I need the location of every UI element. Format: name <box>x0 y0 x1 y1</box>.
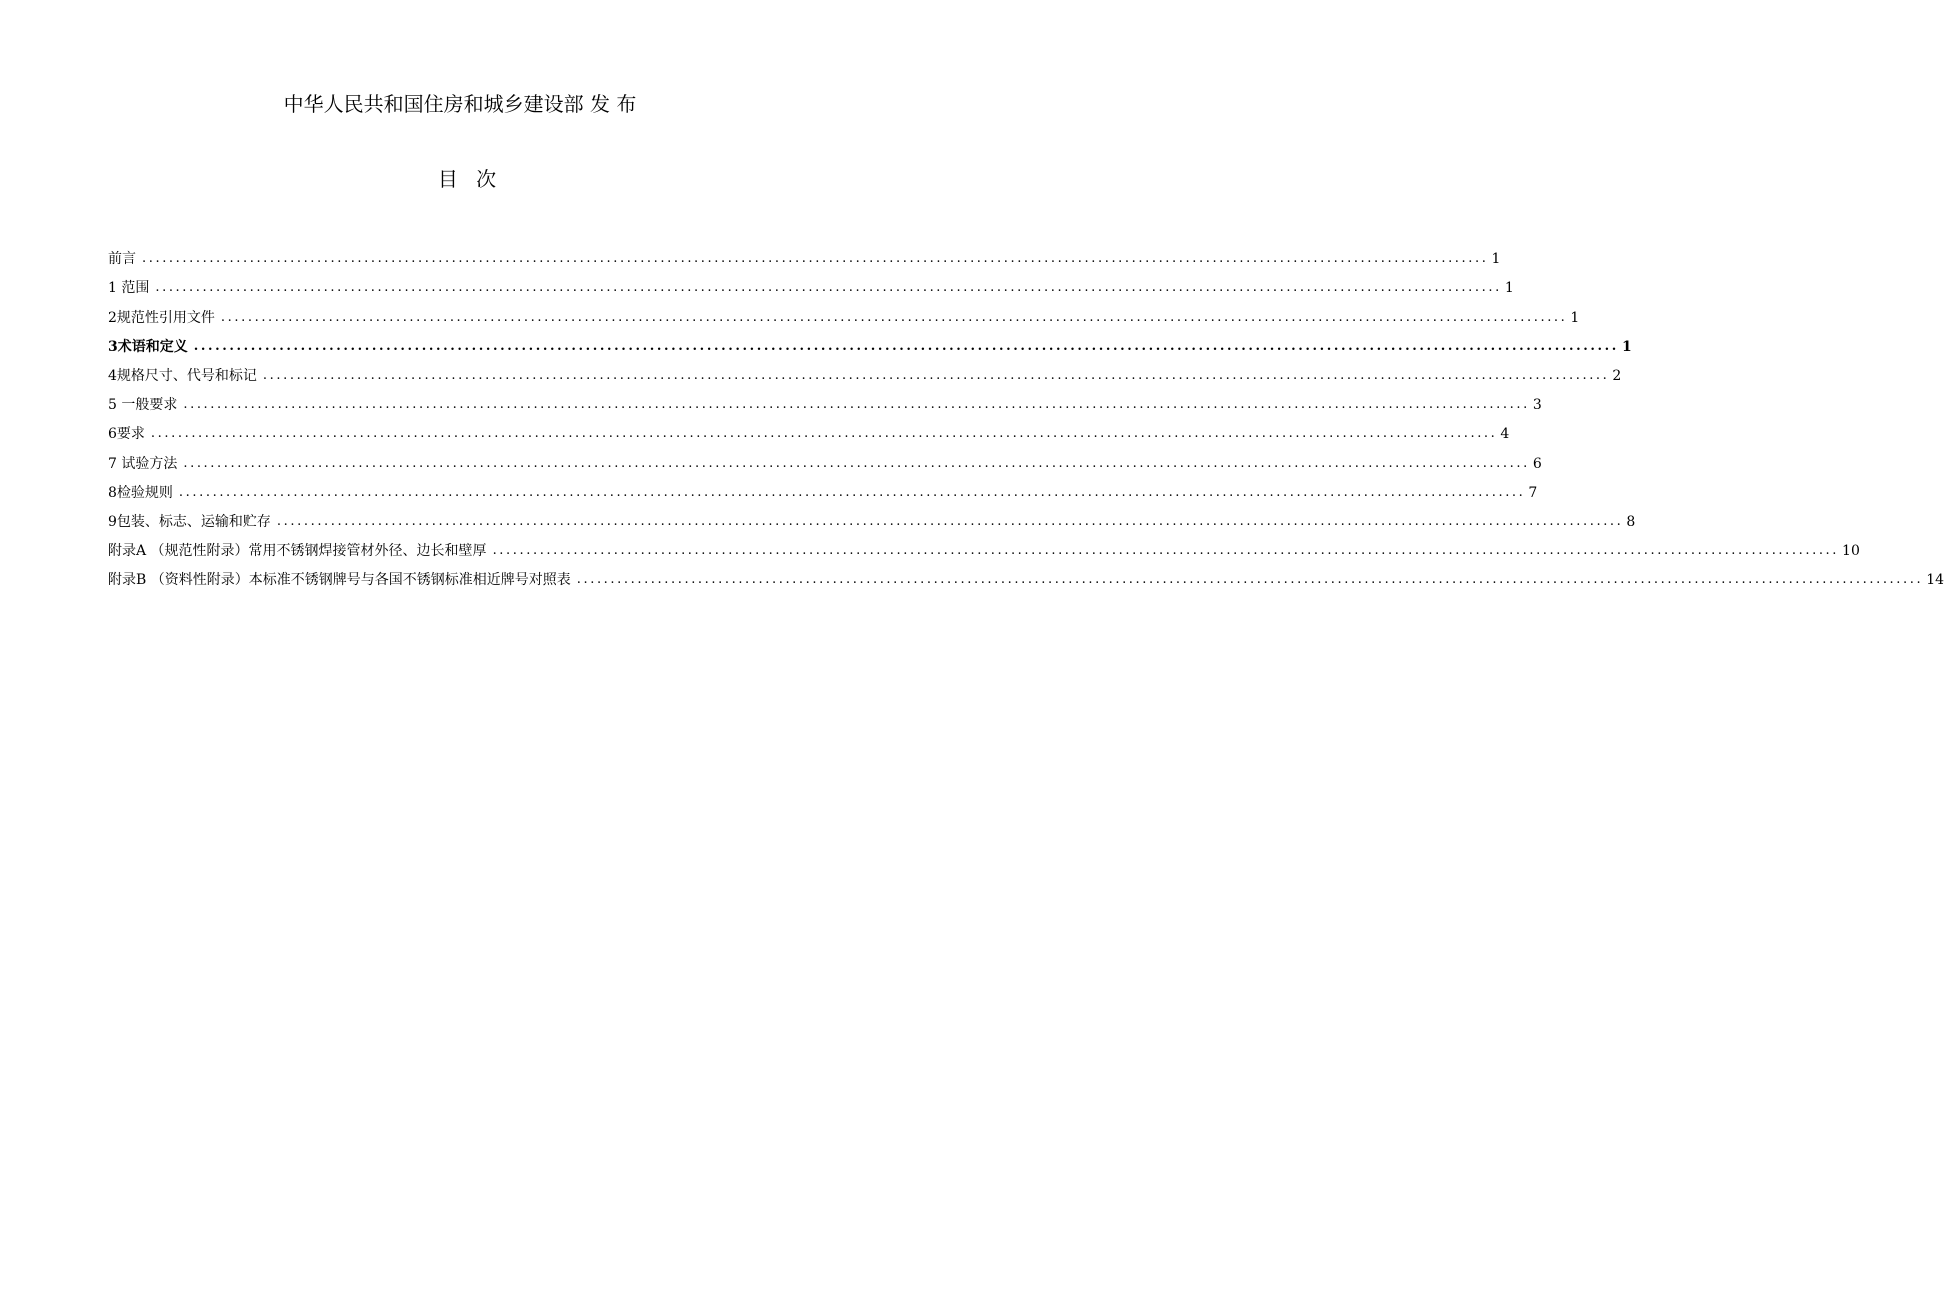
toc-leader-dots: ........................................................................................................................................................................................................ <box>183 455 1530 471</box>
toc-entry-label: 前言 <box>108 251 136 268</box>
toc-entry-label: 3术语和定义 <box>108 338 188 355</box>
toc-entry-requirements[interactable] <box>108 415 1510 444</box>
toc-entry-label: 8检验规则 <box>108 484 173 501</box>
toc-entry-label: 附录B （资料性附录）本标准不锈钢牌号与各国不锈钢标准相近牌号对照表 <box>108 572 571 589</box>
toc-leader-dots: ........................................................................................................................................................................................................ <box>183 397 1530 413</box>
table-of-contents <box>108 240 1944 590</box>
toc-leader-dots: ........................................................................................................................................................................................................ <box>492 543 1840 559</box>
toc-entry-page: 1 <box>1621 338 1632 355</box>
toc-entry-label: 2规范性引用文件 <box>108 309 215 326</box>
toc-entry-page: 2 <box>1612 367 1622 384</box>
toc-entry-appendix-b[interactable] <box>108 561 1944 590</box>
toc-entry-specifications[interactable] <box>108 357 1622 386</box>
toc-entry-page: 3 <box>1532 397 1542 414</box>
toc-entry-normative-references[interactable] <box>108 298 1580 327</box>
toc-leader-dots: ........................................................................................................................................................................................................ <box>150 426 1498 442</box>
toc-entry-foreword[interactable] <box>108 240 1501 269</box>
toc-entry-page: 8 <box>1626 513 1636 530</box>
toc-leader-dots: ........................................................................................................................................................................................................ <box>155 280 1502 296</box>
toc-entry-page: 1 <box>1491 251 1501 268</box>
toc-entry-page: 6 <box>1532 455 1542 472</box>
toc-entry-inspection-rules[interactable] <box>108 474 1538 503</box>
toc-leader-dots: ........................................................................................................................................................................................................ <box>178 484 1526 500</box>
toc-leader-dots: ........................................................................................................................................................................................................ <box>262 367 1610 383</box>
toc-entry-packaging[interactable] <box>108 503 1636 532</box>
toc-entry-test-methods[interactable] <box>108 444 1542 473</box>
toc-entry-label: 9包装、标志、运输和贮存 <box>108 513 271 530</box>
toc-entry-appendix-a[interactable] <box>108 532 1860 561</box>
toc-leader-dots: ........................................................................................................................................................................................................ <box>276 513 1624 529</box>
toc-entry-page: 7 <box>1528 484 1538 501</box>
toc-entry-label: 7 试验方法 <box>108 455 178 472</box>
toc-entry-label: 5 一般要求 <box>108 397 178 414</box>
toc-entry-label: 4规格尺寸、代号和标记 <box>108 367 257 384</box>
toc-entry-terms-definitions[interactable] <box>108 328 1632 357</box>
toc-entry-page: 14 <box>1926 572 1944 589</box>
toc-entry-page: 4 <box>1500 426 1510 443</box>
toc-entry-scope[interactable] <box>108 269 1514 298</box>
toc-entry-general-requirements[interactable] <box>108 386 1542 415</box>
toc-entry-label: 1 范围 <box>108 280 150 297</box>
toc-title: 目 次 <box>437 167 503 191</box>
toc-leader-dots: ........................................................................................................................................................................................................ <box>193 338 1619 354</box>
toc-leader-dots: ........................................................................................................................................................................................................ <box>576 572 1924 588</box>
toc-entry-page: 10 <box>1842 543 1860 560</box>
toc-entry-page: 1 <box>1570 309 1580 326</box>
toc-leader-dots: ........................................................................................................................................................................................................ <box>220 309 1568 325</box>
toc-leader-dots: ........................................................................................................................................................................................................ <box>142 251 1489 267</box>
toc-entry-label: 附录A （规范性附录）常用不锈钢焊接管材外径、边长和壁厚 <box>108 543 487 560</box>
publisher-line: 中华人民共和国住房和城乡建设部 发 布 <box>283 92 637 116</box>
toc-entry-page: 1 <box>1504 280 1514 297</box>
toc-entry-label: 6要求 <box>108 426 145 443</box>
